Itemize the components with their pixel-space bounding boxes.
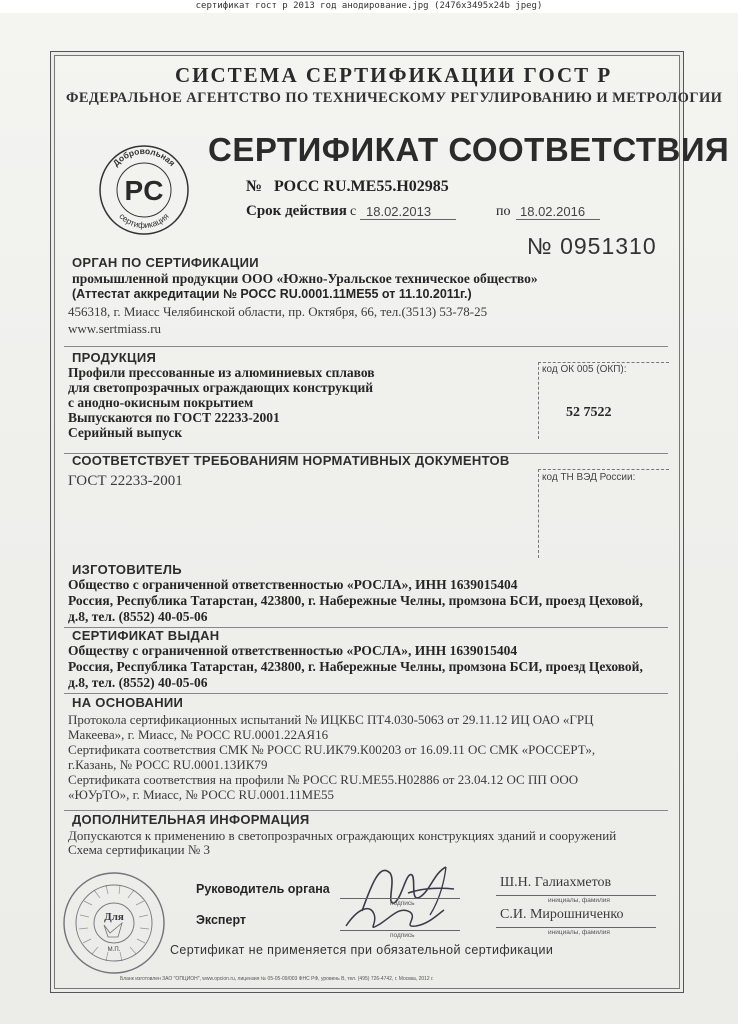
product-heading: ПРОДУКЦИЯ: [72, 350, 157, 365]
okp-value: 52 7522: [566, 405, 612, 420]
organ-divider: [64, 346, 668, 347]
head-initials-hint: инициалы, фамилия: [548, 897, 610, 904]
manufacturer-line-1: Общество с ограниченной ответственностью «РОСЛА», ИНН 1639015404: [68, 577, 518, 592]
manufacturer-line-2: Россия, Республика Татарстан, 423800, г. Набережные Челны, промзона БСИ, проезд Цеховой,: [68, 593, 643, 608]
blank-serial-number: № 0951310: [527, 233, 657, 259]
expert-name-line: [496, 927, 656, 928]
validity-label: Срок действия: [246, 203, 347, 219]
print-info: Бланк изготовлен ЗАО "ОПЦИОН", www.opcion.ru, лицензия № 05-05-09/003 ФНС РФ, уровень В, тел. (495) 726-4742, г. Москва, 2012 г.: [120, 976, 434, 982]
logo-mark: PC: [124, 175, 164, 206]
head-sign-line: [340, 898, 460, 899]
head-of-organ-label: Руководитель органа: [196, 882, 330, 896]
issued-to-divider: [64, 693, 668, 694]
from-date-underline: [360, 219, 456, 220]
additional-line-2: Схема сертификации № 3: [68, 842, 210, 857]
svg-text:Добровольная: [111, 146, 178, 168]
basis-line-3: Сертификата соответствия СМК № РОСС RU.ИК79.К00203 от 16.09.11 ОС СМК «РОССЕРТ»,: [68, 742, 596, 757]
issued-to-line-1: Обществу с ограниченной ответственностью «РОСЛА», ИНН 1639015404: [68, 643, 518, 658]
valid-to-label: по: [496, 204, 511, 219]
expert-sign-hint: подпись: [390, 932, 415, 939]
organ-address: 456318, г. Миасс Челябинской области, пр. Октября, 66, тел.(3513) 53-78-25: [68, 304, 488, 319]
expert-sign-line: [340, 930, 460, 931]
basis-heading: НА ОСНОВАНИИ: [72, 695, 184, 710]
head-name-line: [496, 895, 656, 896]
logo-bottom-text: сертификация: [117, 211, 171, 231]
additional-line-1: Допускаются к применению в светопрозрачных ограждающих конструкциях зданий и сооружений: [68, 828, 617, 843]
certificate-number: РОСС RU.МЕ55.Н02985: [274, 178, 449, 195]
certificate-title: СЕРТИФИКАТ СООТВЕТСТВИЯ: [208, 131, 730, 168]
head-sign-hint: подпись: [390, 900, 415, 907]
expert-name: С.И. Мирошниченко: [500, 907, 624, 922]
product-standard: Выпускаются по ГОСТ 22233-2001: [68, 410, 280, 425]
agency-title: ФЕДЕРАЛЬНОЕ АГЕНТСТВО ПО ТЕХНИЧЕСКОМУ РЕГУЛИРОВАНИЮ И МЕТРОЛОГИИ: [66, 90, 723, 106]
issued-to-line-2: Россия, Республика Татарстан, 423800, г. Набережные Челны, промзона БСИ, проезд Цеховой,: [68, 659, 643, 674]
organ-accreditation: (Аттестат аккредитации № РОСС RU.0001.11МЕ55 от 11.10.2011г.): [72, 287, 472, 301]
round-seal-stamp: [62, 871, 166, 975]
issued-to-line-3: д.8, тел. (8552) 40-05-06: [68, 675, 208, 690]
organ-website: www.sertmiass.ru: [68, 321, 162, 336]
basis-line-5: Сертификата соответствия на профили № РОСС RU.МЕ55.Н02886 от 23.04.12 ОС ПП ООО: [68, 772, 579, 787]
manufacturer-line-3: д.8, тел. (8552) 40-05-06: [68, 609, 208, 624]
basis-line-1: Протокола сертификационных испытаний № ИЦКБС ПТ4.030-5063 от 29.11.12 ИЦ ОАО «ГРЦ: [68, 712, 594, 727]
tnved-label: код ТН ВЭД России:: [542, 472, 636, 483]
expert-initials-hint: инициалы, фамилия: [548, 929, 610, 936]
basis-line-2: Макеева», г. Миасс, № РОСС RU.0001.22АЯ16: [68, 727, 329, 742]
product-line-1: Профили прессованные из алюминиевых сплавов: [68, 365, 375, 380]
product-series: Серийный выпуск: [68, 425, 183, 440]
product-line-3: с анодно-окисным покрытием: [68, 395, 254, 410]
certificate-sheet: [0, 13, 738, 1024]
stamp-center-text: Для: [104, 911, 124, 923]
logo-top-text: Добровольная: [110, 145, 178, 169]
svg-text:сертификация: [117, 211, 171, 230]
footer-notice: Сертификат не применяется при обязательной сертификации: [170, 943, 554, 957]
gost-r-logo: [98, 144, 190, 236]
valid-from-label: с: [350, 204, 357, 219]
to-date-underline: [516, 219, 600, 220]
okp-label: код ОК 005 (ОКП):: [542, 364, 627, 375]
manufacturer-heading: ИЗГОТОВИТЕЛЬ: [72, 562, 182, 577]
valid-to-date: 18.02.2016: [520, 204, 586, 219]
head-name: Ш.Н. Галиахметов: [500, 875, 612, 890]
basis-line-4: г.Казань, № РОСС RU.0001.13ИК79: [68, 757, 268, 772]
conformity-heading: СООТВЕТСТВУЕТ ТРЕБОВАНИЯМ НОРМАТИВНЫХ ДОКУМЕНТОВ: [72, 453, 510, 468]
system-title: СИСТЕМА СЕРТИФИКАЦИИ ГОСТ Р: [175, 63, 613, 87]
image-viewer-title: сертификат гост р 2013 год анодирование.jpg (2476x3495x24b jpeg): [0, 0, 738, 13]
issued-to-heading: СЕРТИФИКАТ ВЫДАН: [72, 628, 220, 643]
number-label: №: [246, 178, 263, 195]
additional-heading: ДОПОЛНИТЕЛЬНАЯ ИНФОРМАЦИЯ: [72, 812, 310, 827]
basis-divider: [64, 810, 668, 811]
expert-label: Эксперт: [196, 913, 247, 927]
stamp-mp: М.П.: [107, 947, 121, 953]
basis-line-6: «ЮУрТО», г. Миасс, № РОСС RU.0001.11МЕ55: [68, 787, 335, 802]
valid-from-date: 18.02.2013: [366, 204, 432, 219]
organ-line-1: промышленной продукции ООО «Южно-Уральское техническое общество»: [72, 271, 538, 286]
product-line-2: для светопрозрачных ограждающих конструкций: [68, 380, 374, 395]
organ-heading: ОРГАН ПО СЕРТИФИКАЦИИ: [72, 255, 259, 270]
conformity-standard: ГОСТ 22233-2001: [68, 473, 183, 489]
